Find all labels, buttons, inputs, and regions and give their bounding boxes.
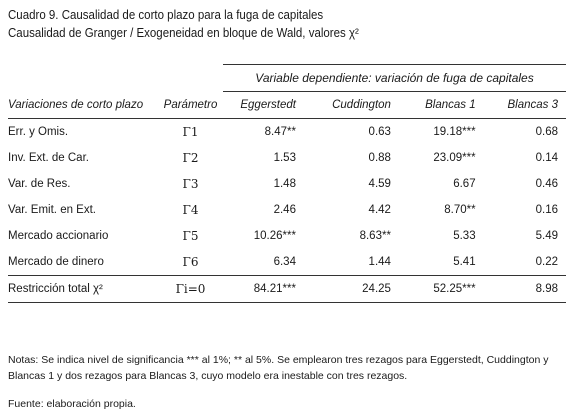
cell-cuddington: 1.44	[368, 256, 391, 268]
total-blancas3: 8.98	[535, 283, 558, 295]
table-row	[8, 171, 566, 197]
cell-eggerstedt: 10.26***	[253, 230, 296, 242]
table-row	[8, 223, 566, 249]
column-header-row	[8, 92, 566, 119]
row-parameter: Γ5	[182, 229, 199, 243]
cell-blancas1: 23.09***	[433, 152, 476, 164]
col-header-blancas3: Blancas 3	[507, 99, 558, 111]
cell-blancas1: 5.41	[453, 256, 476, 268]
total-row	[8, 276, 566, 303]
row-parameter: Γ4	[182, 203, 199, 217]
row-parameter: Γ6	[182, 255, 199, 269]
cell-eggerstedt: 2.46	[273, 204, 296, 216]
total-cuddington: 24.25	[362, 283, 391, 295]
cell-blancas1: 6.67	[453, 178, 476, 190]
col-header-variable: Variaciones de corto plazo	[8, 98, 144, 111]
dependent-variable-header: Variable dependiente: variación de fuga de capitales	[223, 65, 566, 92]
row-variable: Inv. Ext. de Car.	[8, 152, 89, 164]
cell-cuddington: 4.59	[368, 178, 391, 190]
total-row-parameter: Γi=0	[175, 282, 206, 296]
group-header-row	[8, 65, 566, 92]
col-header-eggerstedt: Eggerstedt	[240, 99, 296, 111]
cell-eggerstedt: 8.47**	[264, 126, 296, 138]
table-title: Cuadro 9. Causalidad de corto plazo para la fuga de capitales	[8, 8, 324, 22]
total-blancas1: 52.25***	[433, 283, 476, 295]
cell-blancas1: 19.18***	[433, 126, 476, 138]
row-variable: Err. y Omis.	[8, 126, 69, 138]
table-notes: Notas: Se indica nivel de significancia *** al 1%; ** al 5%. Se emplearon tres rezagos para Eggerstedt, Cuddington y Blancas 1 y dos rezagos para Blancas 3, cuyo modelo era inestable con tres rezagos.	[8, 354, 549, 382]
col-header-blancas1: Blancas 1	[425, 99, 476, 111]
cell-blancas3: 0.14	[535, 152, 558, 164]
row-parameter: Γ2	[182, 151, 199, 165]
cell-blancas3: 0.46	[535, 178, 558, 190]
table-row	[8, 145, 566, 171]
cell-blancas1: 5.33	[453, 230, 476, 242]
total-row-label: Restricción total χ²	[8, 283, 103, 295]
causality-table	[8, 64, 566, 303]
col-header-parameter: Parámetro	[163, 98, 218, 111]
cell-blancas3: 5.49	[535, 230, 558, 242]
col-header-cuddington: Cuddington	[332, 99, 391, 111]
row-parameter: Γ3	[182, 177, 199, 191]
table-subtitle: Causalidad de Granger / Exogeneidad en bloque de Wald, valores χ²	[8, 26, 359, 40]
cell-cuddington: 4.42	[368, 204, 391, 216]
table-caption	[8, 6, 564, 42]
cell-blancas3: 0.16	[535, 204, 558, 216]
cell-cuddington: 0.88	[368, 152, 391, 164]
row-variable: Var. de Res.	[8, 178, 71, 190]
cell-eggerstedt: 6.34	[273, 256, 296, 268]
cell-blancas3: 0.22	[535, 256, 558, 268]
total-eggerstedt: 84.21***	[253, 283, 296, 295]
row-variable: Mercado accionario	[8, 230, 109, 242]
table-source: Fuente: elaboración propia.	[8, 398, 136, 410]
row-parameter: Γ1	[182, 125, 199, 139]
row-variable: Mercado de dinero	[8, 256, 104, 268]
cell-cuddington: 8.63**	[359, 230, 391, 242]
cell-eggerstedt: 1.48	[273, 178, 296, 190]
cell-cuddington: 0.63	[368, 126, 391, 138]
cell-eggerstedt: 1.53	[273, 152, 296, 164]
cell-blancas1: 8.70**	[444, 204, 476, 216]
row-variable: Var. Emit. en Ext.	[8, 204, 96, 216]
cell-blancas3: 0.68	[535, 126, 558, 138]
table-row	[8, 249, 566, 276]
table-row	[8, 119, 566, 146]
table-row	[8, 197, 566, 223]
